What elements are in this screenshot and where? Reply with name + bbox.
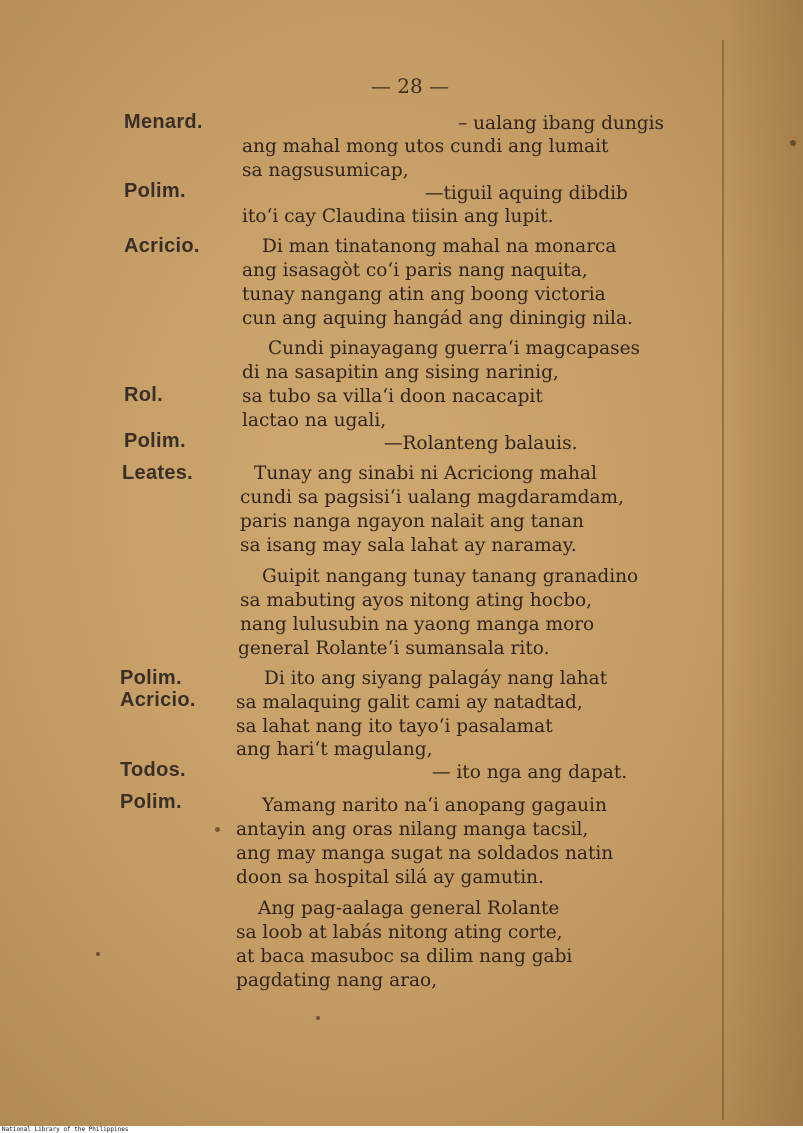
footer-credit: National Library of the Philippines	[0, 1126, 803, 1133]
verse-line: general Rolante‘i sumansala rito.	[238, 638, 550, 659]
verse-line: Tunay ang sinabi ni Acriciong mahal	[254, 463, 597, 484]
verse-line: —Rolanteng balauis.	[384, 433, 578, 454]
verse-line: cun ang aquing hangád ang diningig nila.	[242, 308, 633, 329]
speaker-polim: Polim.	[120, 667, 182, 689]
verse-line: sa loob at labás nitong ating corte,	[236, 922, 563, 943]
verse-line: antayin ang oras nilang manga tacsil,	[236, 819, 589, 840]
verse-line: ang isasagòt co‘i paris nang naquita,	[242, 260, 588, 281]
verse-line: Guipit nangang tunay tanang granadino	[262, 566, 639, 587]
verse-line: doon sa hospital silá ay gamutin.	[236, 867, 544, 888]
page-number: — 28 —	[370, 74, 450, 98]
verse-line: lactao na ugali,	[242, 410, 387, 431]
speaker-menard: Menard.	[124, 111, 203, 133]
verse-line: ang mahal mong utos cundi ang lumait	[242, 136, 609, 157]
verse-line: ang may manga sugat na soldados natin	[236, 843, 614, 864]
speaker-rol: Rol.	[124, 384, 163, 406]
ink-spot	[790, 140, 796, 146]
verse-line: tunay nangang atin ang boong victoria	[242, 284, 606, 305]
verse-line: di na sasapitin ang sising narinig,	[242, 362, 559, 383]
verse-line: – ualang ibang dungis	[458, 113, 665, 134]
ink-spot	[96, 952, 100, 956]
verse-line: — ito nga ang dapat.	[432, 762, 628, 783]
verse-line: sa malaquing galit cami ay natadtad,	[236, 692, 583, 713]
speaker-acricio: Acricio.	[120, 689, 196, 711]
verse-line: Di man tinatanong mahal na monarca	[262, 236, 617, 257]
page-edge-shadow	[725, 0, 803, 1126]
verse-line: cundi sa pagsisi‘i ualang magdaramdam,	[240, 487, 624, 508]
ink-spot	[316, 1016, 320, 1020]
page-fold	[722, 40, 724, 1120]
verse-line: sa nagsusumicap,	[242, 160, 409, 181]
verse-line: nang lulusubin na yaong manga moro	[240, 614, 595, 635]
speaker-acricio: Acricio.	[124, 235, 200, 257]
verse-line: Ang pag-aalaga general Rolante	[258, 898, 560, 919]
verse-line: ito‘i cay Claudina tiisin ang lupit.	[242, 206, 554, 227]
verse-line: ang hari‘t magulang,	[236, 739, 433, 760]
verse-line: sa tubo sa villa‘i doon nacacapit	[242, 386, 543, 407]
verse-line: —tiguil aquing dibdib	[425, 183, 628, 204]
speaker-leates: Leates.	[122, 462, 194, 484]
verse-line: Yamang narito na‘i anopang gagauin	[262, 795, 607, 816]
verse-line: paris nanga ngayon nalait ang tanan	[240, 511, 584, 532]
speaker-polim: Polim.	[124, 430, 186, 452]
verse-line: sa mabuting ayos nitong ating hocbo,	[240, 590, 593, 611]
speaker-polim: Polim.	[120, 791, 182, 813]
verse-line: sa lahat nang ito tayo‘i pasalamat	[236, 716, 553, 737]
verse-line: Cundi pinayagang guerra‘i magcapases	[268, 338, 641, 359]
speaker-todos: Todos.	[120, 759, 186, 781]
verse-line: Di ito ang siyang palagáy nang lahat	[264, 668, 608, 689]
verse-line: at baca masuboc sa dilim nang gabi	[236, 946, 573, 967]
speaker-polim: Polim.	[124, 180, 186, 202]
ink-spot	[215, 827, 220, 832]
verse-line: pagdating nang arao,	[236, 970, 438, 991]
verse-line: sa isang may sala lahat ay naramay.	[240, 535, 577, 556]
